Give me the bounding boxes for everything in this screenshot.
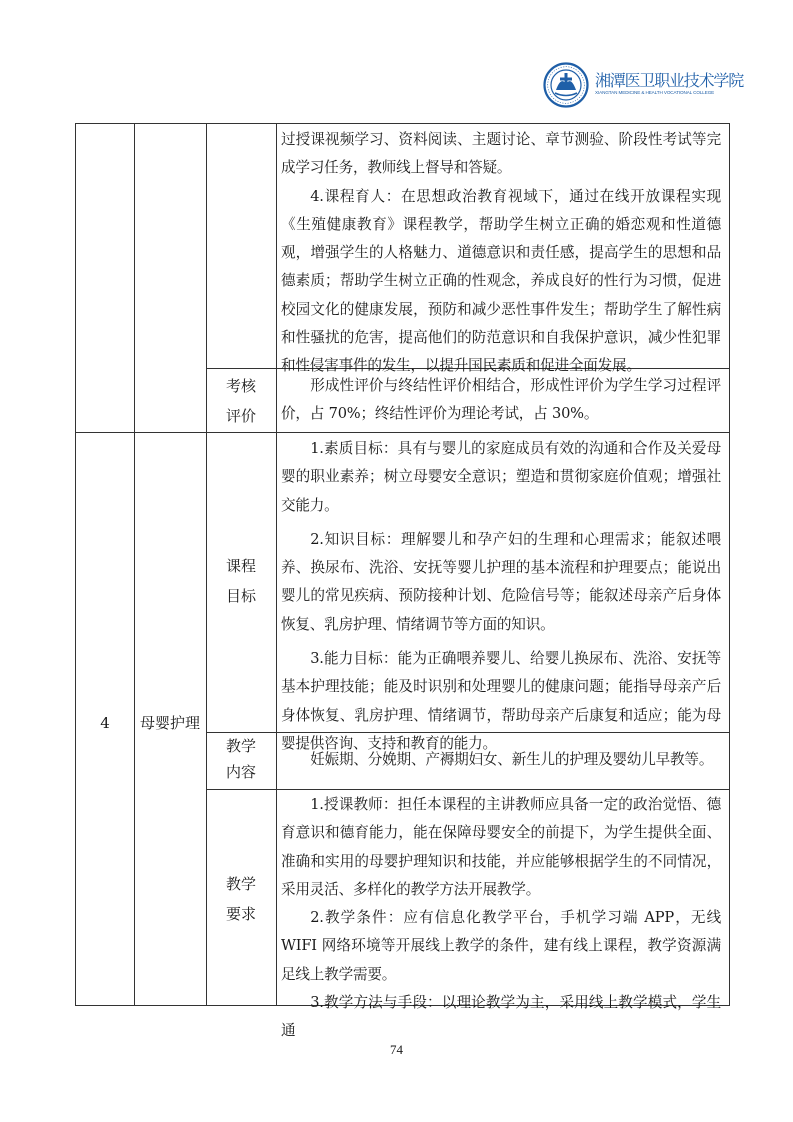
requirement-paragraph: 2.教学条件：应有信息化教学平台，手机学习端 APP，无线 WIFI 网络环境等开展线上教学的条件，建有线上课程，教学资源满足线上教学需要。 [281,909,721,983]
goal-paragraph: 3.能力目标：能为正确喂养婴儿、给婴儿换尿布、洗浴、安抚等基本护理技能；能及时识别和处理婴儿的健康问题；能指导母亲产后身体恢复、乳房护理、情绪调节，帮助母亲产后康复和适应；能为母婴提供咨询、支持和教育的能力。 [281,650,721,752]
college-name-en: XIANGTAN MEDICINE & HEALTH VOCATIONAL COLLEGE [595,90,715,95]
row-number: 4 [100,714,110,732]
course-name: 母婴护理 [139,714,200,732]
college-logo [543,62,744,108]
college-seal-icon [543,62,589,108]
goals-label-text: 课程目标 [225,557,256,605]
goal-paragraph: 1.素质目标：具有与婴儿的家庭成员有效的沟通和合作及关爱母婴的职业素养；树立母婴安全意识；塑造和贯彻家庭价值观；增强社交能力。 [281,440,721,514]
requirement-paragraph: 1.授课教师：担任本课程的主讲教师应具备一定的政治觉悟、德育意识和德育能力，能在保障母婴安全的前提下，为学生提供全面、准确和实用的母婴护理知识和技能，并应能够根据学生的不同情况，采用灵活、多样化的教学方法开展教学。 [281,796,721,898]
course-table [75,123,730,1040]
requirement-paragraph: 3.教学方法与手段：以理论教学为主，采用线上教学模式，学生通 [281,994,721,1040]
requirements-label [206,869,276,929]
prev-objective-paragraph: 4.课程育人：在思想政治教育视域下，通过在线开放课程实现《生殖健康教育》课程教学，帮助学生树立正确的婚恋观和性道德观，增强学生的人格魅力、道德意识和责任感，提高学生的思想和品德素质；帮助学生树立正确的性观念，养成良好的性行为习惯，促进校园文化的健康发展，预防和减少恶性事件发生；帮助学生了解性病和性骚扰的危害，提高他们的防范意识和自我保护意识，减少性犯罪和性侵害事件的发生，以提升国民素质和促进全面发展。 [281,187,721,375]
prev-objective-paragraph: 过授课视频学习、资料阅读、主题讨论、章节测验、阶段性考试等完成学习任务，教师线上督导和答疑。 [281,131,721,177]
teaching-content: 妊娠期、分娩期、产褥期妇女、新生儿的护理及婴幼儿早教等。 [310,751,714,768]
grid-line [76,432,729,433]
college-name-cn: 湘潭医卫职业技术学院 [595,71,744,90]
assessment-text: 形成性评价与终结性评价相结合，形成性评价为学生学习过程评价，占 70%；终结性评价为理论考试，占 30%。 [281,377,721,423]
teaching-requirements [281,791,721,1046]
goals-label [206,551,276,611]
course-goals [281,435,721,758]
page-number: 74 [390,1042,403,1057]
prev-objectives-tail [281,126,721,381]
assessment-label-text: 考核评价 [225,377,256,425]
goal-paragraph: 2.知识目标：理解婴儿和孕产妇的生理和心理需求；能叙述喂养、换尿布、洗浴、安抚等婴儿护理的基本流程和护理要点；能说出婴儿的常见疾病、预防接种计划、危险信号等；能叙述母亲产后身体恢复、乳房护理、情绪调节等方面的知识。 [281,530,721,633]
content-label [206,733,276,785]
grid-line [134,124,135,1005]
grid-line [276,124,277,1005]
grid-line [206,789,729,790]
assessment-label [206,371,276,431]
content-label-text: 教学内容 [225,737,256,781]
requirements-label-text: 教学要求 [225,875,256,923]
